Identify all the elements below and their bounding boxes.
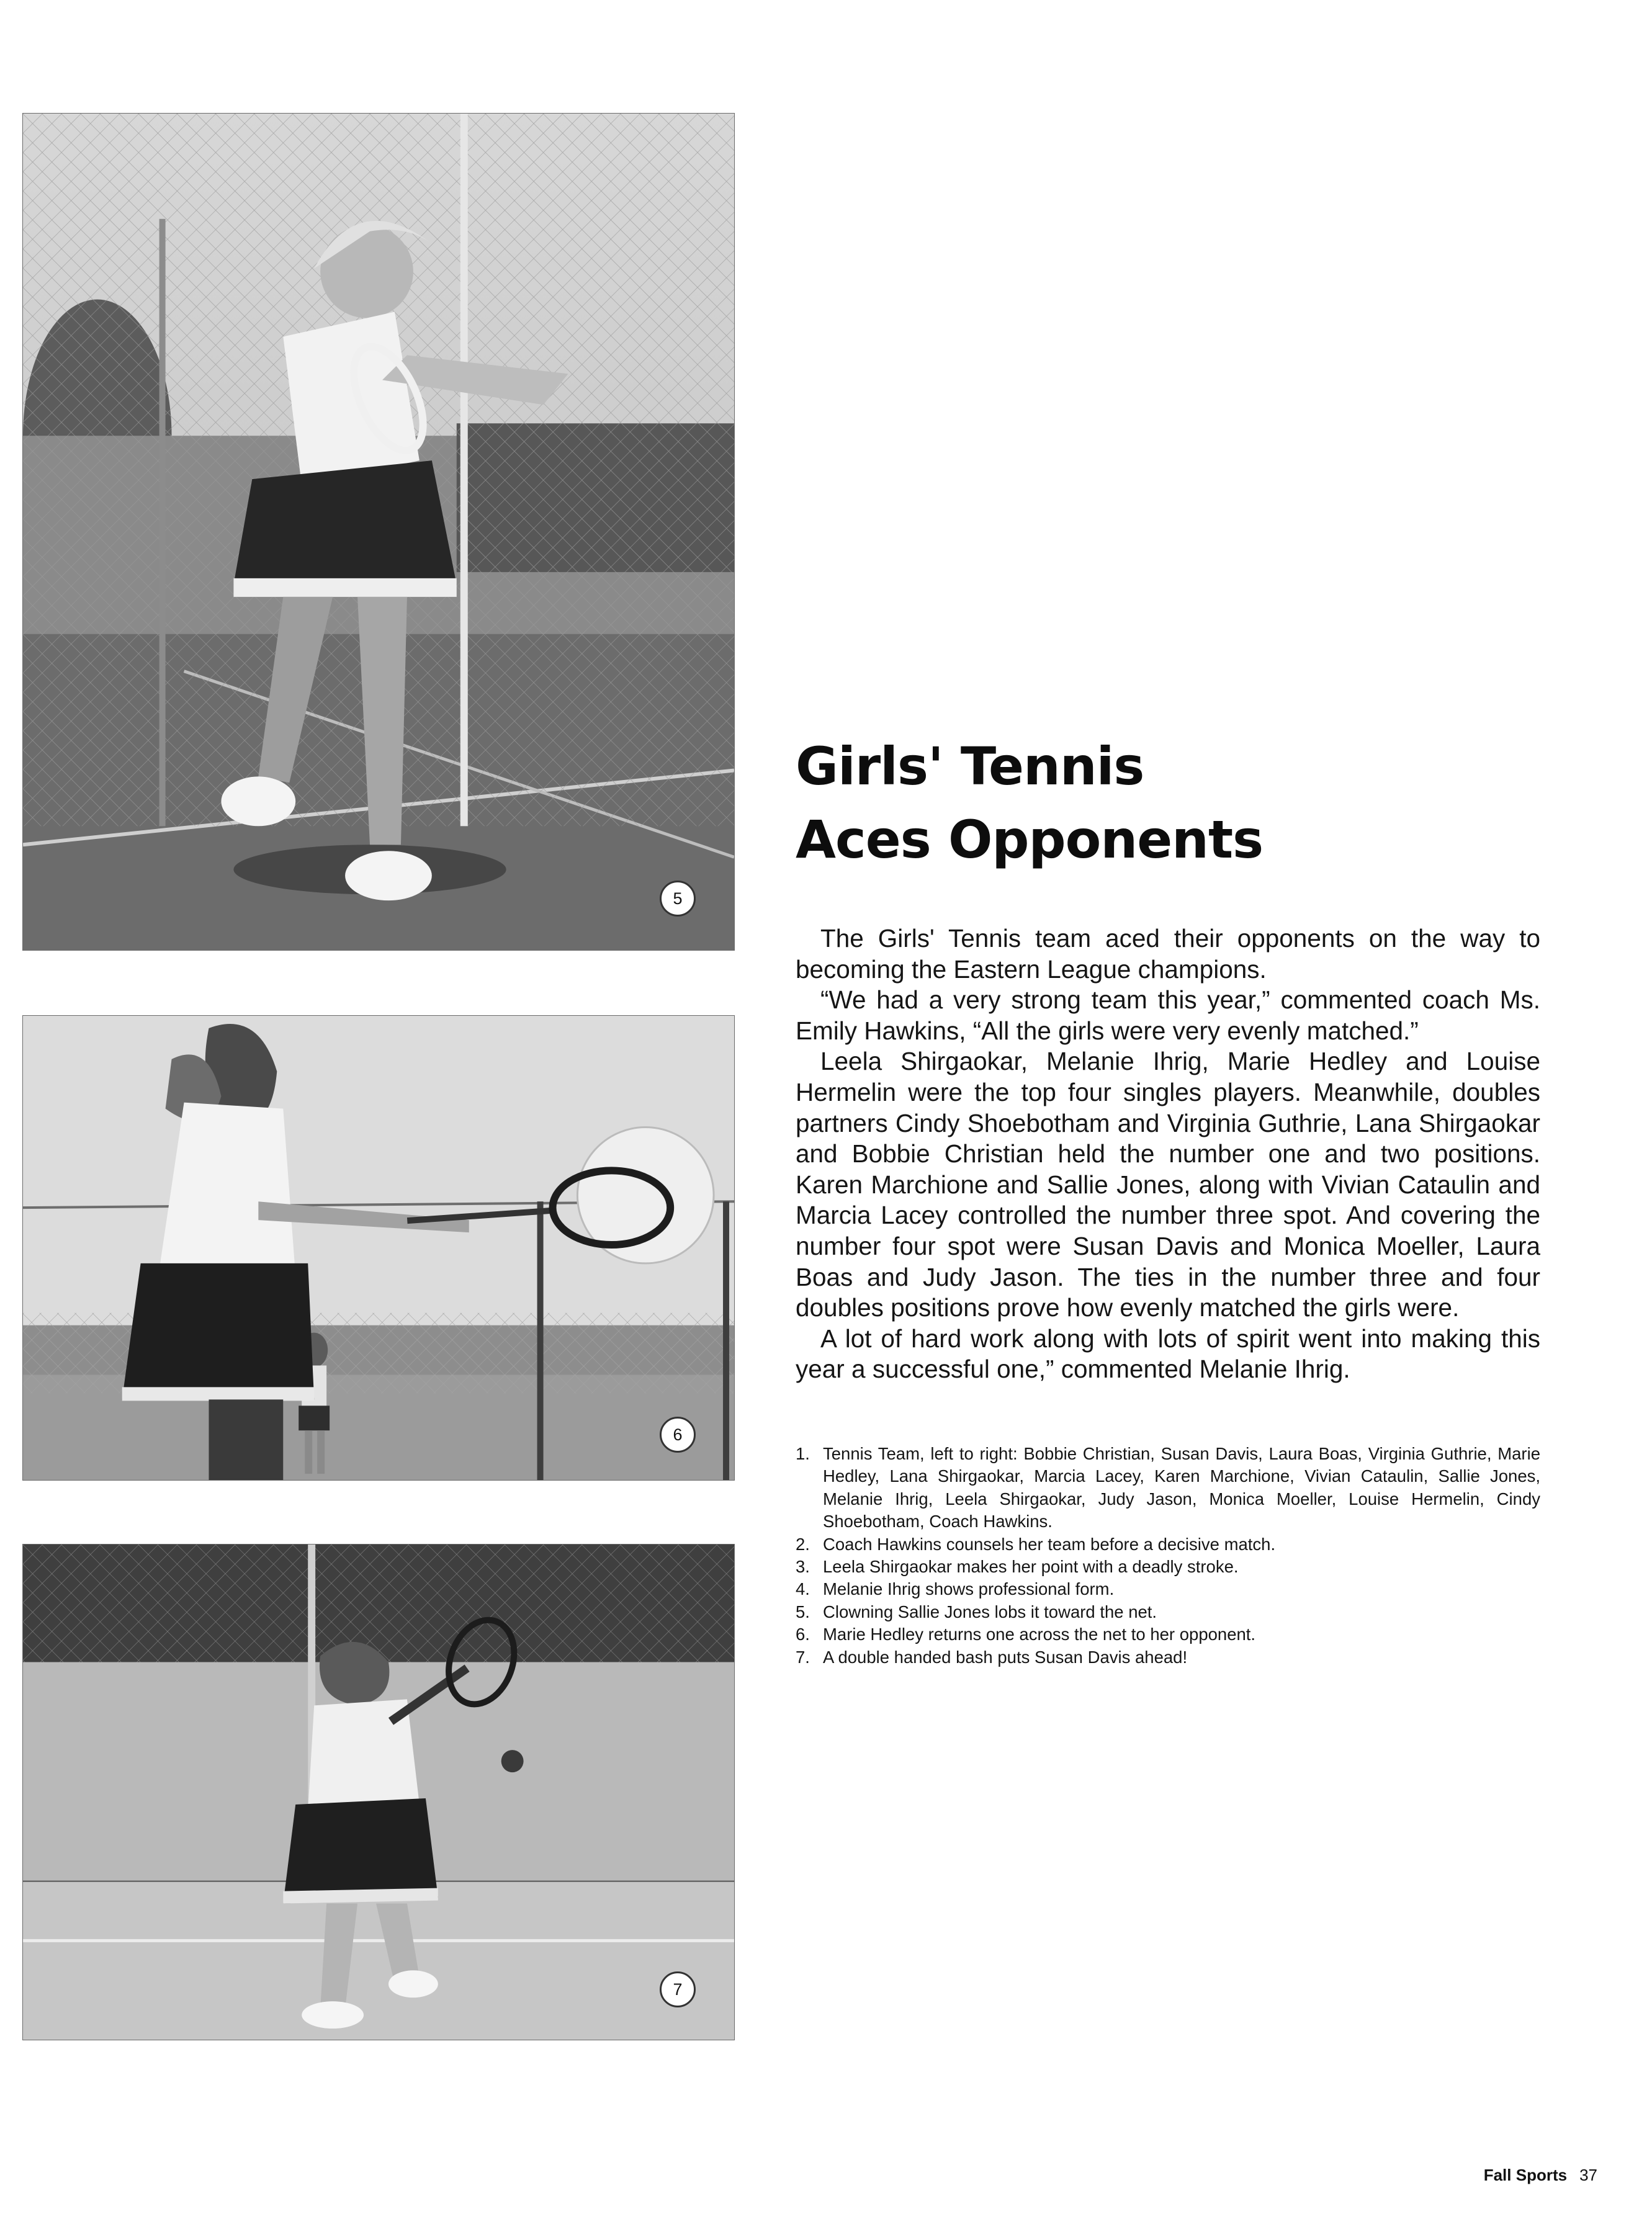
caption-text: Tennis Team, left to right: Bobbie Christian, Susan Davis, Laura Boas, Virginia Guthrie, Marie Hedley, Lana Shirgaokar, Marcia Lacey, Karen Marchione, Vivian Cataulin, Sallie Jones, Melanie Ihrig, Leela Shirgaokar, Judy Jason, Monica Moeller, Louise Hermelin, Cindy Shoebotham, Coach Hawkins.: [823, 1444, 1540, 1531]
caption-number: 6.: [796, 1625, 810, 1644]
tennis-photo-7-image: [23, 1545, 734, 2040]
caption-item: [796, 1601, 1540, 1623]
caption-number: 4.: [796, 1579, 810, 1599]
article-headline: [796, 730, 1263, 876]
caption-item: [796, 1578, 1540, 1600]
photo-captions-list: [796, 1443, 1540, 1669]
tennis-photo-5-image: [23, 114, 734, 950]
photo-number-badge: 5: [660, 881, 696, 917]
caption-item: [796, 1623, 1540, 1646]
caption-text: Coach Hawkins counsels her team before a decisive match.: [823, 1534, 1276, 1554]
caption-number: 5.: [796, 1602, 810, 1621]
photo-marie-hedley-return: [22, 1015, 735, 1481]
caption-text: Marie Hedley returns one across the net to her opponent.: [823, 1625, 1256, 1644]
headline-line-1: Girls' Tennis: [796, 736, 1144, 797]
photo-number-badge: 7: [660, 1971, 696, 2007]
caption-item: [796, 1533, 1540, 1556]
article-paragraph: The Girls' Tennis team aced their opponents on the way to becoming the Eastern League champions.: [796, 924, 1540, 984]
caption-number: 2.: [796, 1534, 810, 1554]
article-body: [796, 923, 1540, 1385]
headline-line-2: Aces Opponents: [796, 809, 1264, 870]
caption-item: [796, 1443, 1540, 1533]
caption-text: Melanie Ihrig shows professional form.: [823, 1579, 1115, 1599]
page-number: 37: [1579, 2166, 1597, 2184]
article-paragraph: “We had a very strong team this year,” commented coach Ms. Emily Hawkins, “All the girls were very evenly matched.”: [796, 985, 1540, 1045]
caption-item: [796, 1556, 1540, 1578]
caption-number: 1.: [796, 1444, 810, 1463]
photo-clowning-sallie-jones: [22, 113, 735, 951]
page-footer: [1484, 2166, 1597, 2185]
article-paragraph: A lot of hard work along with lots of spirit went into making this year a successful one,” commented Melanie Ihrig.: [796, 1324, 1540, 1384]
caption-text: Clowning Sallie Jones lobs it toward the net.: [823, 1602, 1157, 1621]
photo-number-badge: 6: [660, 1417, 696, 1453]
caption-number: 7.: [796, 1647, 810, 1667]
photo-susan-davis-double-handed: [22, 1544, 735, 2040]
section-name: Fall Sports: [1483, 2166, 1568, 2184]
caption-text: A double handed bash puts Susan Davis ahead!: [823, 1647, 1188, 1667]
caption-item: [796, 1646, 1540, 1669]
caption-text: Leela Shirgaokar makes her point with a deadly stroke.: [823, 1557, 1239, 1577]
tennis-photo-6-image: [23, 1016, 734, 1480]
caption-number: 3.: [796, 1557, 810, 1577]
article-paragraph: Leela Shirgaokar, Melanie Ihrig, Marie Hedley and Louise Hermelin were the top four singles players. Meanwhile, doubles partners Cindy Shoebotham and Virginia Guthrie, Lana Shirgaokar and Bobbie Christian held the number one and two positions. Karen Marchione and Sallie Jones, along with Vivian Cataulin and Marcia Lacey controlled the number three spot. And covering the number four spot were Susan Davis and Monica Moeller, Laura Boas and Judy Jason. The ties in the number three and four doubles positions prove how evenly matched the girls were.: [796, 1047, 1540, 1322]
